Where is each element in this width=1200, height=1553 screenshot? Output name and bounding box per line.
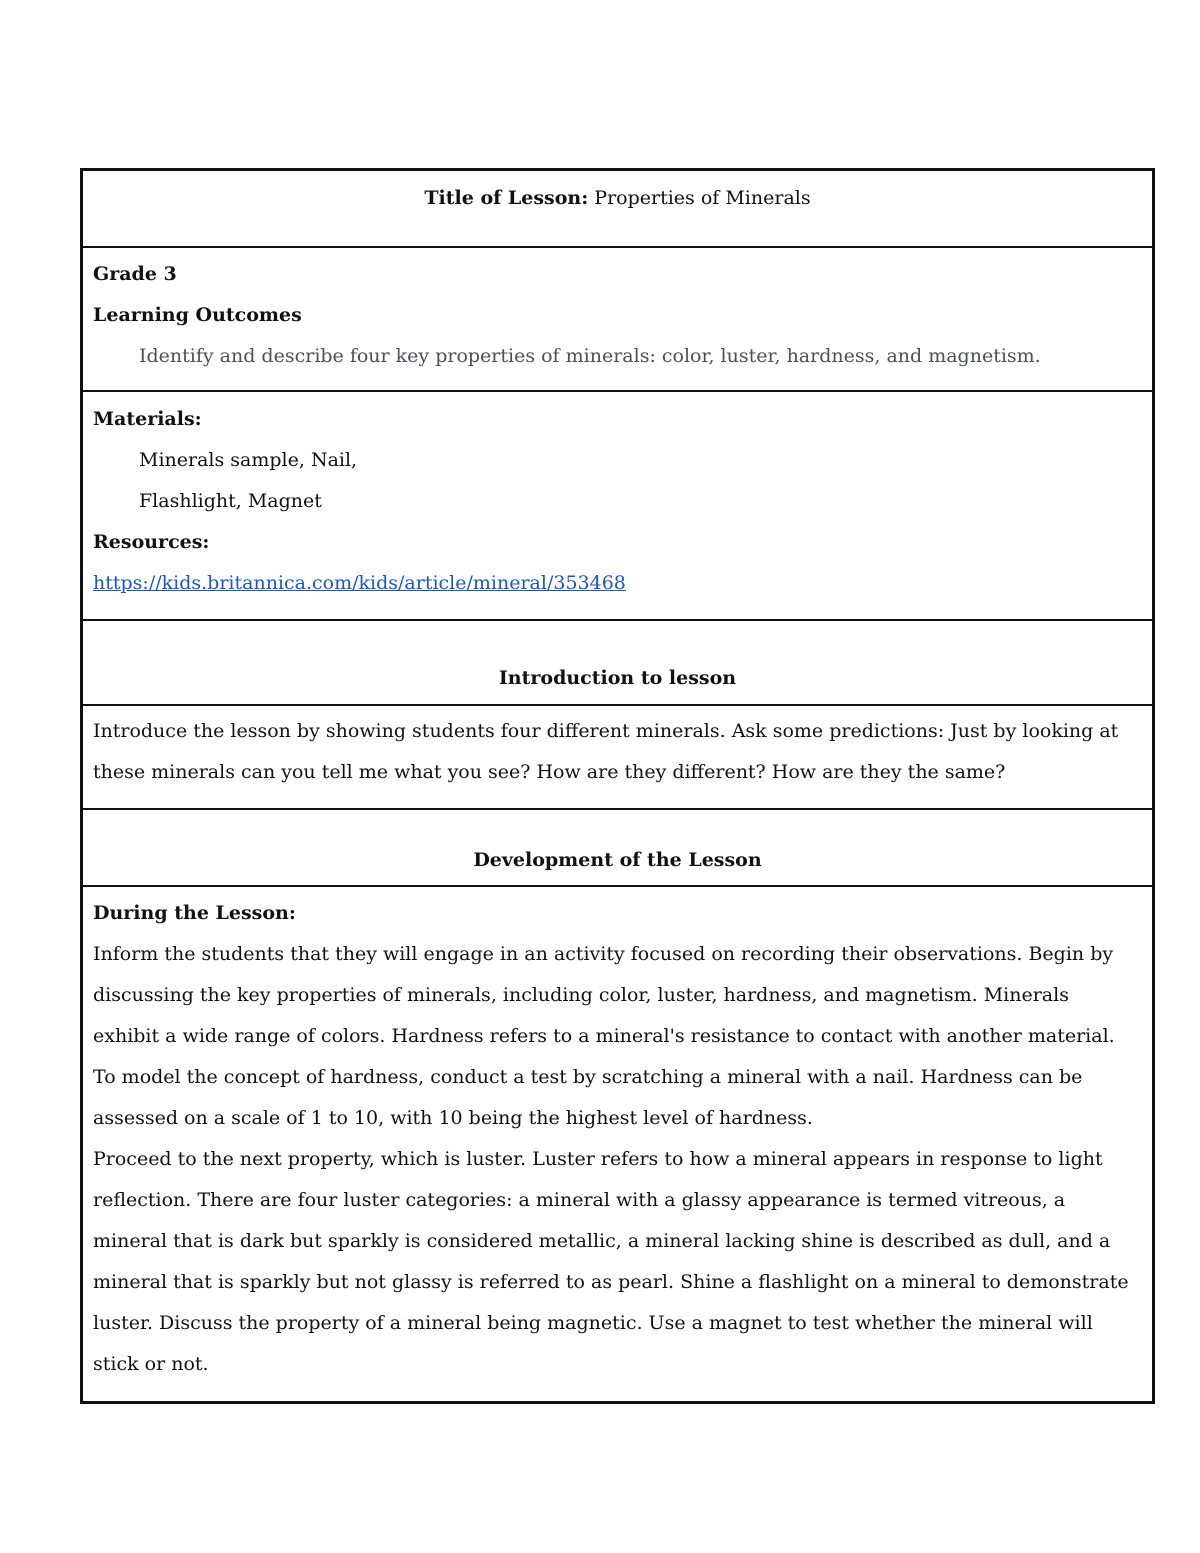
lesson-title bbox=[93, 178, 1142, 219]
development-heading: Development of the Lesson bbox=[473, 849, 762, 871]
development-heading-row bbox=[83, 810, 1152, 887]
materials-item: Flashlight, Magnet bbox=[139, 490, 322, 512]
introduction-body-row bbox=[83, 706, 1152, 810]
during-lesson-paragraph-1 bbox=[93, 934, 1142, 1139]
paragraph-line: discussing the key properties of minerals, including color, luster, hardness, and magnetism. Minerals bbox=[93, 984, 1069, 1006]
lesson-title-label: Title of Lesson: bbox=[424, 187, 589, 209]
lesson-title-value: Properties of Minerals bbox=[594, 187, 811, 209]
during-lesson-row bbox=[83, 887, 1152, 1401]
paragraph-line: exhibit a wide range of colors. Hardness refers to a mineral's resistance to contact with another material. bbox=[93, 1025, 1115, 1047]
paragraph-line: mineral that is sparkly but not glassy is referred to as pearl. Shine a flashlight on a mineral to demonstrate bbox=[93, 1271, 1129, 1293]
paragraph-line: luster. Discuss the property of a mineral being magnetic. Use a magnet to test whether the mineral will bbox=[93, 1312, 1093, 1334]
paragraph-line: assessed on a scale of 1 to 10, with 10 being the highest level of hardness. bbox=[93, 1107, 813, 1129]
introduction-text-line: these minerals can you tell me what you see? How are they different? How are they the same? bbox=[93, 761, 1006, 783]
paragraph-line: Proceed to the next property, which is luster. Luster refers to how a mineral appears in response to light bbox=[93, 1148, 1103, 1170]
paragraph-line: To model the concept of hardness, conduct a test by scratching a mineral with a nail. Hardness can be bbox=[93, 1066, 1083, 1088]
introduction-text-line: Introduce the lesson by showing students four different minerals. Ask some predictions: Just by looking at bbox=[93, 720, 1119, 742]
title-row bbox=[83, 171, 1152, 248]
materials-heading: Materials: bbox=[93, 408, 202, 430]
grade-outcomes-row bbox=[83, 248, 1152, 392]
paragraph-line: Inform the students that they will engage in an activity focused on recording their observations. Begin by bbox=[93, 943, 1114, 965]
learning-outcome-text: Identify and describe four key properties of minerals: color, luster, hardness, and magnetism. bbox=[139, 345, 1041, 367]
resources-heading: Resources: bbox=[93, 531, 210, 553]
materials-item: Minerals sample, Nail, bbox=[139, 449, 358, 471]
learning-outcomes-heading: Learning Outcomes bbox=[93, 304, 302, 326]
paragraph-line: reflection. There are four luster categories: a mineral with a glassy appearance is termed vitreous, a bbox=[93, 1189, 1066, 1211]
lesson-plan-table bbox=[80, 168, 1155, 1404]
resource-link[interactable]: https://kids.britannica.com/kids/article/mineral/353468 bbox=[93, 572, 626, 594]
introduction-heading: Introduction to lesson bbox=[498, 667, 737, 689]
materials-row bbox=[83, 392, 1152, 621]
paragraph-line: stick or not. bbox=[93, 1353, 209, 1375]
during-lesson-paragraph-2 bbox=[93, 1139, 1142, 1385]
grade-label: Grade 3 bbox=[93, 263, 177, 285]
during-lesson-heading: During the Lesson: bbox=[93, 902, 296, 924]
paragraph-line: mineral that is dark but sparkly is considered metallic, a mineral lacking shine is described as dull, and a bbox=[93, 1230, 1111, 1252]
introduction-heading-row bbox=[83, 621, 1152, 706]
